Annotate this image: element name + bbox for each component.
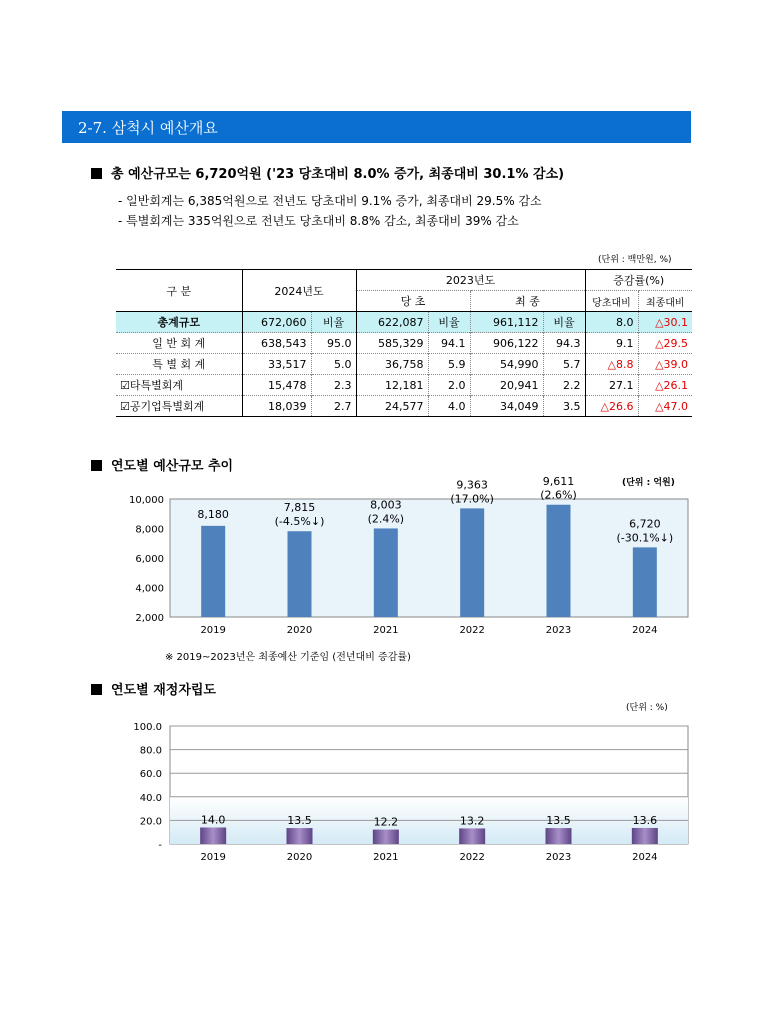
data-label: 12.2 (373, 815, 399, 829)
ratio-label: 비율 (311, 312, 356, 333)
cell-change-initial: 27.1 (585, 375, 638, 396)
change-label: (-30.1%↓) (616, 531, 674, 545)
section-title: 2-7. 삼척시 예산개요 (78, 119, 218, 137)
x-tick-label: 2022 (459, 852, 485, 863)
budget-trend-heading-row (91, 455, 233, 474)
data-label: 6,720 (629, 517, 661, 531)
bar (374, 528, 398, 617)
cell-change-final: △30.1 (638, 312, 692, 333)
y-tick-label: 20.0 (139, 816, 162, 828)
y-tick-label: 40.0 (139, 792, 162, 804)
cell-ratio: 5.0 (311, 354, 356, 375)
bar (288, 531, 312, 617)
cell-change-final: △39.0 (638, 354, 692, 375)
fiscal-heading-row (91, 679, 216, 698)
header-2024: 2024년도 (242, 270, 356, 312)
summary-bullet-special: - 특별회계는 335억원으로 전년도 당초대비 8.8% 감소, 최종대비 39% 감소 (118, 214, 519, 228)
cell-2024: 33,517 (242, 354, 311, 375)
data-label: 13.6 (632, 813, 658, 827)
cell-2024: 638,543 (242, 333, 311, 354)
bar (460, 508, 484, 617)
cell-initial: 12,181 (356, 375, 428, 396)
cell-ratio: 5.7 (543, 354, 585, 375)
bar (632, 828, 658, 844)
row-name-cell (116, 396, 242, 417)
y-tick-label: - (158, 840, 162, 851)
table-unit-label: (단위 : 백만원, %) (598, 255, 672, 265)
cell-2024: 672,060 (242, 312, 311, 333)
cell-final: 20,941 (470, 375, 543, 396)
cell-change-initial: △26.6 (585, 396, 638, 417)
cell-ratio: 95.0 (311, 333, 356, 354)
fiscal-unit-label: (단위 : %) (626, 703, 668, 713)
row-name-cell (116, 375, 242, 396)
cell-initial: 24,577 (356, 396, 428, 417)
header-change: 증감률(%) (585, 270, 692, 291)
y-tick-label: 10,000 (129, 495, 164, 506)
x-tick-label: 2023 (545, 852, 572, 863)
x-tick-label: 2020 (286, 625, 313, 636)
data-label: 13.5 (546, 814, 571, 828)
change-label: (2.6%) (540, 488, 577, 502)
change-label: (-4.5%↓) (274, 515, 325, 529)
cell-initial: 585,329 (356, 333, 428, 354)
table-row (116, 396, 692, 417)
cell-final: 906,122 (470, 333, 543, 354)
x-tick-label: 2019 (200, 625, 226, 636)
cell-ratio: 4.0 (428, 396, 470, 417)
header-vs-final: 최종대비 (638, 291, 692, 312)
bar (201, 526, 225, 617)
x-tick-label: 2019 (200, 852, 226, 863)
y-tick-label: 100.0 (133, 722, 162, 733)
row-name: 총계규모 (116, 312, 242, 333)
x-tick-label: 2024 (632, 852, 658, 863)
fiscal-chart (110, 712, 690, 867)
square-bullet-icon (91, 460, 102, 471)
bar (547, 505, 571, 617)
sub-item-icon: ☑ (120, 400, 130, 413)
y-tick-label: 80.0 (139, 745, 162, 757)
cell-ratio: 3.5 (543, 396, 585, 417)
data-label: 14.0 (200, 813, 226, 827)
data-label: 7,815 (283, 501, 316, 515)
bar (200, 827, 226, 844)
bar (459, 828, 485, 844)
header-initial: 당 초 (356, 291, 470, 312)
data-label: 9,611 (542, 474, 575, 488)
cell-final: 34,049 (470, 396, 543, 417)
budget-note: ※ 2019~2023년은 최종예산 기준임 (전년대비 증감률) (165, 652, 411, 663)
change-label: (2.4%) (367, 512, 405, 526)
data-label: 8,003 (370, 498, 402, 512)
y-tick-label: 6,000 (135, 554, 164, 565)
bar (546, 828, 572, 844)
cell-initial: 622,087 (356, 312, 428, 333)
table-row (116, 375, 692, 396)
row-name: 특 별 회 계 (116, 354, 242, 375)
cell-ratio: 2.3 (311, 375, 356, 396)
cell-change-final: △47.0 (638, 396, 692, 417)
header-final: 최 종 (470, 291, 585, 312)
cell-2024: 18,039 (242, 396, 311, 417)
cell-final: 961,112 (470, 312, 543, 333)
data-label: 9,363 (456, 478, 488, 492)
summary-heading: 총 예산규모는 6,720억원 ('23 당초대비 8.0% 증가, 최종대비 30.1% 감소) (111, 167, 565, 182)
table-row (116, 354, 692, 375)
x-tick-label: 2022 (459, 625, 485, 636)
cell-ratio: 2.2 (543, 375, 585, 396)
plot-area (170, 499, 688, 617)
header-2023: 2023년도 (356, 270, 585, 291)
cell-change-initial: 9.1 (585, 333, 638, 354)
square-bullet-icon (91, 684, 102, 695)
table-row (116, 333, 692, 354)
sub-item-icon: ☑ (120, 379, 130, 392)
y-tick-label: 60.0 (139, 769, 162, 781)
data-label: 13.5 (287, 814, 312, 828)
summary-bullet-general: - 일반회계는 6,385억원으로 전년도 당초대비 9.1% 증가, 최종대비 29.5% 감소 (118, 194, 542, 208)
cell-final: 54,990 (470, 354, 543, 375)
table-row (116, 312, 692, 333)
row-name: 일 반 회 계 (116, 333, 242, 354)
data-label: 8,180 (197, 507, 229, 521)
cell-ratio: 2.7 (311, 396, 356, 417)
summary-heading-row (91, 163, 564, 182)
cell-ratio: 2.0 (428, 375, 470, 396)
header-vs-initial: 당초대비 (585, 291, 638, 312)
data-label: 13.2 (459, 814, 485, 828)
cell-ratio: 94.1 (428, 333, 470, 354)
change-label: (17.0%) (450, 492, 494, 506)
x-tick-label: 2024 (632, 625, 658, 636)
x-tick-label: 2020 (286, 852, 313, 863)
x-tick-label: 2021 (373, 625, 399, 636)
budget-unit-label: (단위 : 억원) (622, 478, 675, 488)
fiscal-heading: 연도별 재정자립도 (111, 683, 216, 698)
cell-ratio: 5.9 (428, 354, 470, 375)
row-name: 공기업특별회계 (129, 400, 205, 413)
cell-change-initial: △8.8 (585, 354, 638, 375)
row-name: 타특별회계 (129, 379, 184, 392)
cell-initial: 36,758 (356, 354, 428, 375)
bar (633, 547, 657, 617)
header-category: 구 분 (116, 270, 242, 312)
cell-change-final: △29.5 (638, 333, 692, 354)
x-tick-label: 2023 (545, 625, 572, 636)
y-tick-label: 8,000 (135, 524, 164, 536)
ratio-label: 비율 (428, 312, 470, 333)
budget-table (116, 269, 692, 417)
cell-ratio: 94.3 (543, 333, 585, 354)
y-tick-label: 2,000 (135, 613, 164, 624)
cell-change-final: △26.1 (638, 375, 692, 396)
cell-change-initial: 8.0 (585, 312, 638, 333)
cell-2024: 15,478 (242, 375, 311, 396)
ratio-label: 비율 (543, 312, 585, 333)
y-tick-label: 4,000 (135, 583, 164, 595)
budget-trend-heading: 연도별 예산규모 추이 (111, 459, 234, 474)
bar (287, 828, 313, 844)
x-tick-label: 2021 (373, 852, 399, 863)
bar (373, 830, 399, 844)
square-bullet-icon (91, 168, 102, 179)
